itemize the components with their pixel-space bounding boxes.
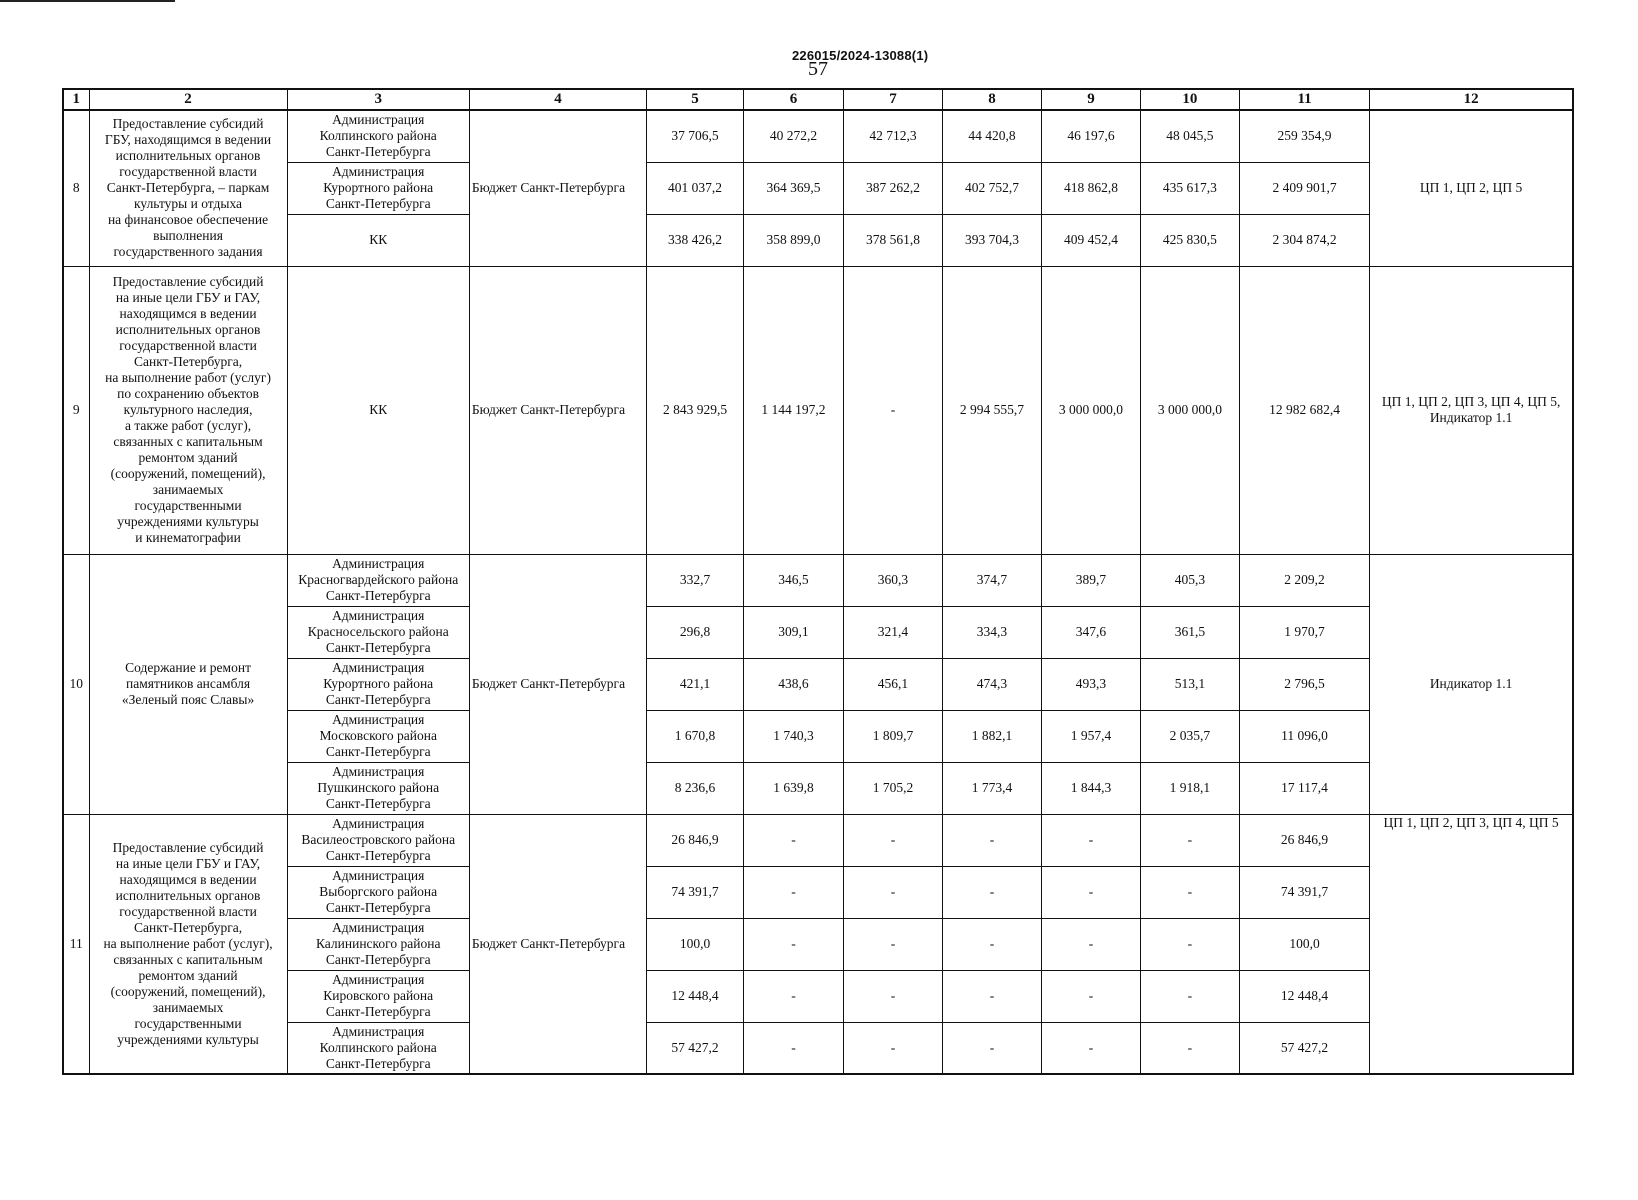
table-row: [63, 814, 1573, 866]
column-header-9: 9: [1041, 89, 1140, 110]
executor-line: Курортного района: [323, 180, 434, 195]
value-cell-col-9: 389,7: [1041, 554, 1140, 606]
value-cell-col-8: -: [942, 970, 1041, 1022]
value-cell-col-10: 1 918,1: [1140, 762, 1239, 814]
activity-name-line: государственными: [134, 498, 242, 513]
document-number: 226015/2024-13088(1): [792, 48, 929, 63]
value-cell-col-5: 12 448,4: [647, 970, 744, 1022]
activity-name-line: находящимся в ведении: [119, 306, 257, 321]
value-cell-col-11: 2 796,5: [1239, 658, 1369, 710]
activity-name-line: (сооружений, помещений),: [110, 983, 266, 999]
activity-name-line: государственной власти: [119, 903, 257, 919]
activity-name-line: на иные цели ГБУ и ГАУ,: [115, 855, 261, 871]
activity-name-line: связанных с капитальным: [113, 434, 263, 449]
executor-line: Санкт-Петербурга: [325, 744, 431, 759]
executor-line: Санкт-Петербурга: [325, 1004, 431, 1019]
value-cell-col-5: 338 426,2: [647, 214, 744, 266]
activity-name-line: на иные цели ГБУ и ГАУ,: [115, 290, 261, 305]
value-cell-col-9: -: [1041, 866, 1140, 918]
target-indicators: [1370, 266, 1573, 554]
value-cell-col-11: 12 982 682,4: [1239, 266, 1369, 554]
column-header-8: 8: [942, 89, 1041, 110]
value-cell-col-7: 42 712,3: [843, 110, 942, 162]
activity-name-line: ГБУ, находящимся в ведении: [104, 132, 272, 148]
value-cell-col-11: 2 209,2: [1239, 554, 1369, 606]
executor-line: Санкт-Петербурга: [325, 144, 431, 160]
value-cell-col-10: -: [1140, 1022, 1239, 1074]
value-cell-col-8: 402 752,7: [942, 162, 1041, 214]
executor-line: Пушкинского района: [317, 780, 440, 795]
executor-cell: [287, 606, 469, 658]
funding-source: Бюджет Санкт-Петербурга: [469, 814, 646, 1074]
value-cell-col-8: 374,7: [942, 554, 1041, 606]
value-cell-col-8: 44 420,8: [942, 110, 1041, 162]
row-number: 8: [63, 110, 89, 266]
value-cell-col-5: 1 670,8: [647, 710, 744, 762]
target-indicators: [1370, 110, 1573, 266]
activity-name-line: культуры и отдыха: [134, 196, 243, 212]
target-line: ЦП 1, ЦП 2, ЦП 3, ЦП 4, ЦП 5,: [1381, 394, 1561, 409]
activity-name-line: на выполнение работ (услуг): [105, 370, 271, 385]
activity-name-line: (сооружений, помещений),: [110, 466, 266, 481]
activity-name-line: занимаемых: [152, 482, 224, 497]
executor-line: Администрация: [332, 556, 425, 571]
value-cell-col-7: 378 561,8: [843, 214, 942, 266]
value-cell-col-11: 2 409 901,7: [1239, 162, 1369, 214]
table-row: [63, 918, 1573, 970]
activity-name-line: учреждениями культуры: [117, 1031, 259, 1047]
value-cell-col-7: 456,1: [843, 658, 942, 710]
value-cell-col-11: 11 096,0: [1239, 710, 1369, 762]
executor-line: Администрация: [332, 712, 425, 727]
activity-name-line: государственными: [134, 1015, 242, 1031]
table-body: [63, 89, 1573, 1074]
value-cell-col-10: 2 035,7: [1140, 710, 1239, 762]
executor-line: Курортного района: [323, 676, 434, 691]
value-cell-col-11: 74 391,7: [1239, 866, 1369, 918]
activity-name-line: Содержание и ремонт: [125, 660, 251, 675]
executor-cell: [287, 970, 469, 1022]
column-header-2: 2: [89, 89, 287, 110]
value-cell-col-5: 74 391,7: [647, 866, 744, 918]
activity-name-line: Предоставление субсидий: [112, 116, 264, 132]
value-cell-col-9: 1 844,3: [1041, 762, 1140, 814]
value-cell-col-7: -: [843, 814, 942, 866]
value-cell-col-5: 57 427,2: [647, 1022, 744, 1074]
executor-cell: [287, 554, 469, 606]
value-cell-col-11: 1 970,7: [1239, 606, 1369, 658]
value-cell-col-8: -: [942, 814, 1041, 866]
table-row: [63, 762, 1573, 814]
activity-name-line: на финансовое обеспечение: [107, 212, 269, 228]
column-header-3: 3: [287, 89, 469, 110]
executor-cell: [287, 110, 469, 162]
table-row: [63, 606, 1573, 658]
funding-source: Бюджет Санкт-Петербурга: [469, 110, 646, 266]
executor-line: Выборгского района: [319, 884, 438, 899]
executor-cell: [287, 214, 469, 266]
value-cell-col-8: -: [942, 866, 1041, 918]
value-cell-col-5: 332,7: [647, 554, 744, 606]
target-indicators: [1370, 814, 1573, 1074]
value-cell-col-9: 46 197,6: [1041, 110, 1140, 162]
executor-cell: [287, 162, 469, 214]
executor-line: Красносельского района: [307, 624, 449, 639]
executor-cell: [287, 1022, 469, 1074]
value-cell-col-10: 3 000 000,0: [1140, 266, 1239, 554]
value-cell-col-7: -: [843, 918, 942, 970]
column-header-4: 4: [469, 89, 646, 110]
value-cell-col-7: -: [843, 1022, 942, 1074]
value-cell-col-6: 40 272,2: [743, 110, 843, 162]
table-row: [63, 970, 1573, 1022]
value-cell-col-9: -: [1041, 1022, 1140, 1074]
value-cell-col-8: 474,3: [942, 658, 1041, 710]
value-cell-col-9: 409 452,4: [1041, 214, 1140, 266]
activity-name: [89, 110, 287, 266]
value-cell-col-8: 1 882,1: [942, 710, 1041, 762]
value-cell-col-6: 346,5: [743, 554, 843, 606]
target-indicators: [1370, 554, 1573, 814]
activity-name-line: на выполнение работ (услуг),: [103, 935, 273, 951]
column-header-12: 12: [1370, 89, 1573, 110]
executor-cell: [287, 866, 469, 918]
executor-line: Колпинского района: [319, 128, 437, 144]
value-cell-col-6: -: [743, 866, 843, 918]
activity-name-line: выполнения: [153, 228, 223, 244]
value-cell-col-8: 334,3: [942, 606, 1041, 658]
value-cell-col-11: 12 448,4: [1239, 970, 1369, 1022]
value-cell-col-6: 438,6: [743, 658, 843, 710]
value-cell-col-7: 387 262,2: [843, 162, 942, 214]
value-cell-col-5: 8 236,6: [647, 762, 744, 814]
value-cell-col-9: -: [1041, 970, 1140, 1022]
executor-line: Колпинского района: [319, 1039, 437, 1055]
value-cell-col-8: -: [942, 1022, 1041, 1074]
value-cell-col-7: 360,3: [843, 554, 942, 606]
value-cell-col-10: -: [1140, 970, 1239, 1022]
activity-name-line: исполнительных органов: [115, 887, 261, 903]
activity-name-line: связанных с капитальным: [113, 951, 263, 967]
executor-cell: [287, 814, 469, 866]
value-cell-col-5: 421,1: [647, 658, 744, 710]
activity-name-line: Предоставление субсидий: [112, 274, 264, 289]
activity-name-line: находящимся в ведении: [119, 871, 257, 887]
value-cell-col-11: 259 354,9: [1239, 110, 1369, 162]
executor-line: Санкт-Петербурга: [325, 796, 431, 811]
value-cell-col-6: -: [743, 918, 843, 970]
activity-name: [89, 814, 287, 1074]
value-cell-col-11: 17 117,4: [1239, 762, 1369, 814]
value-cell-col-8: -: [942, 918, 1041, 970]
value-cell-col-7: -: [843, 866, 942, 918]
table-row: [63, 554, 1573, 606]
activity-name-line: государственного задания: [113, 244, 263, 260]
value-cell-col-11: 57 427,2: [1239, 1022, 1369, 1074]
executor-line: Калининского района: [315, 936, 441, 951]
executor-line: Администрация: [332, 660, 425, 675]
value-cell-col-8: 393 704,3: [942, 214, 1041, 266]
activity-name-line: и кинематографии: [135, 530, 241, 545]
value-cell-col-6: 1 740,3: [743, 710, 843, 762]
activity-name-line: Предоставление субсидий: [112, 839, 264, 855]
executor-line: Администрация: [332, 1023, 425, 1039]
executor-line: Санкт-Петербурга: [325, 900, 431, 915]
target-line: ЦП 1, ЦП 2, ЦП 5: [1419, 180, 1523, 196]
executor-line: Администрация: [332, 764, 425, 779]
executor-line: Администрация: [332, 164, 425, 179]
executor-line: Санкт-Петербурга: [325, 196, 431, 211]
row-number: 10: [63, 554, 89, 814]
column-header-10: 10: [1140, 89, 1239, 110]
value-cell-col-9: 3 000 000,0: [1041, 266, 1140, 554]
activity-name-line: учреждениями культуры: [117, 514, 259, 529]
value-cell-col-9: 1 957,4: [1041, 710, 1140, 762]
value-cell-col-11: 26 846,9: [1239, 814, 1369, 866]
value-cell-col-7: 321,4: [843, 606, 942, 658]
table-row: [63, 1022, 1573, 1074]
executor-line: КК: [369, 402, 388, 417]
value-cell-col-10: -: [1140, 814, 1239, 866]
value-cell-col-6: 364 369,5: [743, 162, 843, 214]
value-cell-col-5: 26 846,9: [647, 814, 744, 866]
column-header-11: 11: [1239, 89, 1369, 110]
value-cell-col-8: 2 994 555,7: [942, 266, 1041, 554]
activity-name-line: культурного наследия,: [123, 402, 253, 417]
row-number: 9: [63, 266, 89, 554]
executor-line: Администрация: [332, 816, 425, 831]
activity-name-line: Санкт-Петербурга,: [133, 919, 243, 935]
activity-name: [89, 266, 287, 554]
table-row: [63, 658, 1573, 710]
funding-source: Бюджет Санкт-Петербурга: [469, 554, 646, 814]
activity-name: [89, 554, 287, 814]
activity-name-line: а также работ (услуг),: [124, 418, 252, 433]
value-cell-col-6: 309,1: [743, 606, 843, 658]
value-cell-col-10: 361,5: [1140, 606, 1239, 658]
value-cell-col-11: 100,0: [1239, 918, 1369, 970]
executor-line: Санкт-Петербурга: [325, 1055, 431, 1071]
executor-cell: [287, 658, 469, 710]
executor-line: Санкт-Петербурга: [325, 848, 431, 863]
value-cell-col-10: 405,3: [1140, 554, 1239, 606]
executor-cell: [287, 762, 469, 814]
activity-name-line: государственной власти: [119, 164, 257, 180]
value-cell-col-7: -: [843, 970, 942, 1022]
table-row: [63, 162, 1573, 214]
value-cell-col-5: 2 843 929,5: [647, 266, 744, 554]
executor-line: Администрация: [332, 868, 425, 883]
executor-cell: [287, 918, 469, 970]
executor-line: Санкт-Петербурга: [325, 692, 431, 707]
value-cell-col-5: 100,0: [647, 918, 744, 970]
value-cell-col-9: -: [1041, 814, 1140, 866]
column-header-row: [63, 89, 1573, 110]
value-cell-col-9: -: [1041, 918, 1140, 970]
executor-line: Санкт-Петербурга: [325, 640, 431, 655]
value-cell-col-9: 418 862,8: [1041, 162, 1140, 214]
activity-name-line: ремонтом зданий: [138, 967, 238, 983]
column-header-1: 1: [63, 89, 89, 110]
target-line: ЦП 1, ЦП 2, ЦП 3, ЦП 4, ЦП 5: [1383, 814, 1559, 830]
value-cell-col-6: 1 144 197,2: [743, 266, 843, 554]
value-cell-col-8: 1 773,4: [942, 762, 1041, 814]
activity-name-line: исполнительных органов: [115, 322, 261, 337]
value-cell-col-5: 296,8: [647, 606, 744, 658]
target-line: Индикатор 1.1: [1429, 410, 1513, 425]
scan-edge-line: [0, 0, 175, 2]
value-cell-col-5: 401 037,2: [647, 162, 744, 214]
table-row: [63, 110, 1573, 162]
executor-line: Санкт-Петербурга: [325, 952, 431, 967]
executor-line: Администрация: [332, 112, 425, 128]
executor-line: Московского района: [319, 728, 437, 743]
value-cell-col-7: 1 705,2: [843, 762, 942, 814]
executor-line: Красногвардейского района: [298, 572, 459, 587]
activity-name-line: занимаемых: [152, 999, 224, 1015]
column-header-5: 5: [647, 89, 744, 110]
value-cell-col-6: -: [743, 970, 843, 1022]
executor-line: Василеостровского района: [301, 832, 456, 847]
value-cell-col-9: 493,3: [1041, 658, 1140, 710]
value-cell-col-6: 1 639,8: [743, 762, 843, 814]
activity-name-line: ремонтом зданий: [138, 450, 238, 465]
funding-source: Бюджет Санкт-Петербурга: [469, 266, 646, 554]
value-cell-col-10: -: [1140, 866, 1239, 918]
executor-line: Администрация: [332, 972, 425, 987]
activity-name-line: «Зеленый пояс Славы»: [121, 692, 255, 707]
column-header-6: 6: [743, 89, 843, 110]
activity-name-line: по сохранению объектов: [117, 386, 259, 401]
value-cell-col-7: 1 809,7: [843, 710, 942, 762]
value-cell-col-10: 48 045,5: [1140, 110, 1239, 162]
executor-cell: [287, 710, 469, 762]
row-number: 11: [63, 814, 89, 1074]
activity-name-line: государственной власти: [119, 338, 257, 353]
table-row: [63, 710, 1573, 762]
value-cell-col-10: 435 617,3: [1140, 162, 1239, 214]
table-row: [63, 214, 1573, 266]
activity-name-line: Санкт-Петербурга,: [133, 354, 243, 369]
table-row: [63, 866, 1573, 918]
value-cell-col-5: 37 706,5: [647, 110, 744, 162]
column-header-7: 7: [843, 89, 942, 110]
executor-line: Санкт-Петербурга: [325, 588, 431, 603]
executor-line: Администрация: [332, 920, 425, 935]
executor-line: Администрация: [332, 608, 425, 623]
value-cell-col-6: -: [743, 814, 843, 866]
activity-name-line: памятников ансамбля: [126, 676, 251, 691]
target-line: Индикатор 1.1: [1429, 676, 1513, 691]
table-row: [63, 266, 1573, 554]
program-funding-table: [62, 88, 1574, 1075]
value-cell-col-6: -: [743, 1022, 843, 1074]
executor-cell: [287, 266, 469, 554]
value-cell-col-10: 513,1: [1140, 658, 1239, 710]
activity-name-line: Санкт-Петербурга, – паркам: [106, 180, 270, 196]
value-cell-col-9: 347,6: [1041, 606, 1140, 658]
activity-name-line: исполнительных органов: [115, 148, 261, 164]
value-cell-col-10: 425 830,5: [1140, 214, 1239, 266]
executor-line: КК: [369, 232, 388, 247]
page-number: 57: [808, 58, 828, 80]
value-cell-col-10: -: [1140, 918, 1239, 970]
executor-line: Кировского района: [323, 988, 434, 1003]
value-cell-col-11: 2 304 874,2: [1239, 214, 1369, 266]
value-cell-col-7: -: [843, 266, 942, 554]
value-cell-col-6: 358 899,0: [743, 214, 843, 266]
